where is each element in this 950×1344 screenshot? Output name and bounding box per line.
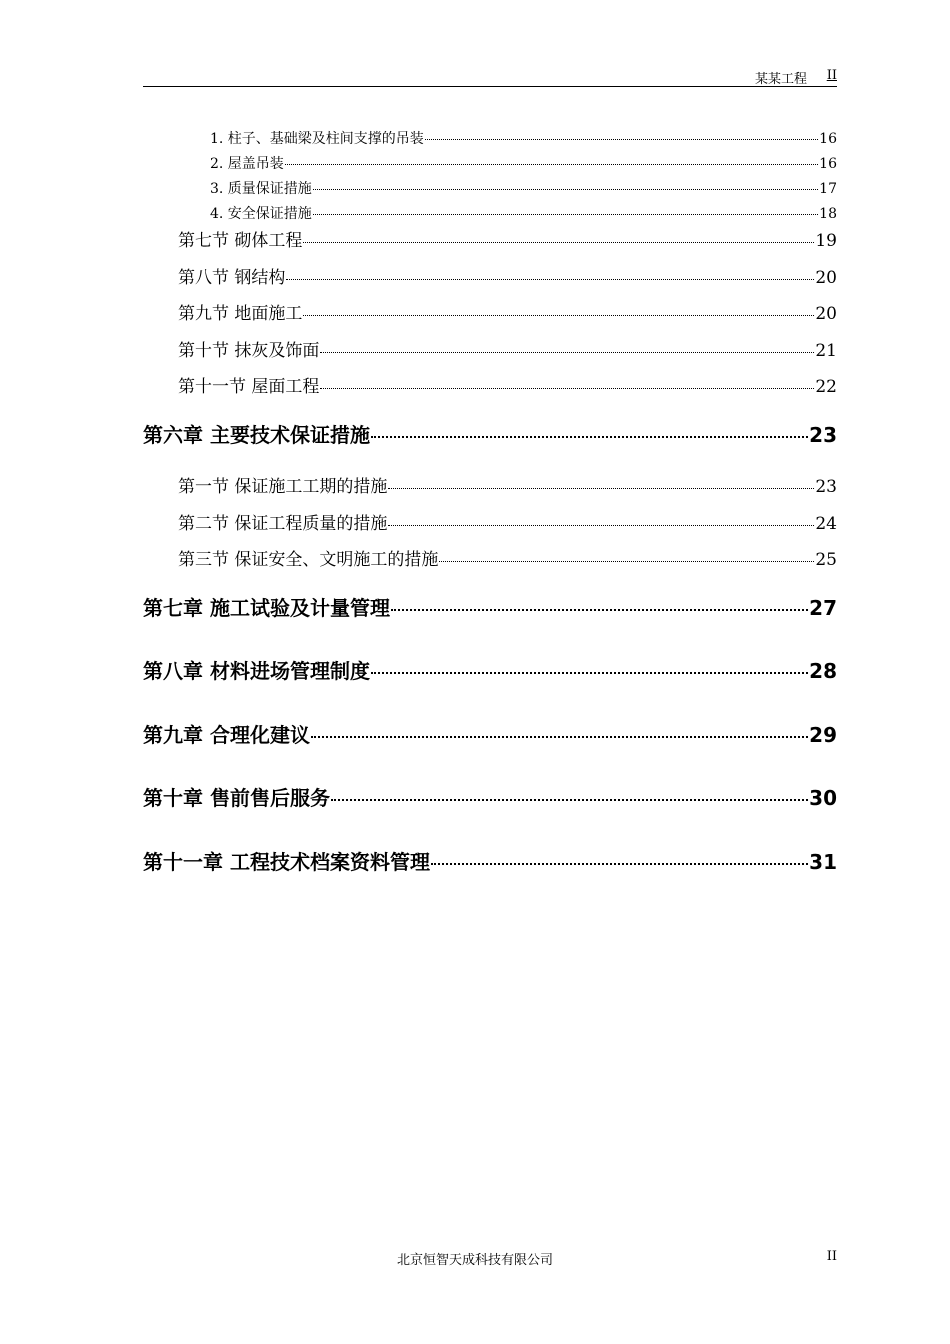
toc-leader-dots: [303, 315, 814, 316]
toc-entry-page: 21: [815, 341, 837, 361]
toc-chapter-entry[interactable]: [143, 719, 837, 748]
toc-entry[interactable]: [178, 336, 837, 361]
toc-leader-dots: [371, 672, 808, 674]
toc-entry-page: 28: [809, 659, 837, 683]
toc-leader-dots: [425, 139, 818, 140]
toc-entry-page: 20: [815, 268, 837, 288]
toc-entry[interactable]: [178, 263, 837, 288]
toc-leader-dots: [371, 436, 808, 438]
toc-leader-dots: [320, 352, 814, 353]
toc-entry[interactable]: [178, 226, 837, 251]
toc-entry-label: 第三节 保证安全、文明施工的措施: [178, 550, 439, 570]
toc-entry-page: 23: [809, 423, 837, 447]
toc-entry-label: 第二节 保证工程质量的措施: [178, 514, 388, 534]
toc-entry-label: 1. 柱子、基础梁及柱间支撑的吊装: [210, 131, 424, 147]
toc-entry-label: 4. 安全保证措施: [210, 206, 312, 222]
toc-leader-dots: [391, 609, 808, 611]
toc-entry-page: 25: [815, 550, 837, 570]
toc-entry-page: 18: [819, 206, 837, 222]
toc-entry-label: 第八节 钢结构: [178, 268, 286, 288]
toc-leader-dots: [286, 279, 814, 280]
toc-entry-label: 2. 屋盖吊装: [210, 156, 284, 172]
toc-leader-dots: [285, 164, 818, 165]
toc-entry-label: 第九节 地面施工: [178, 304, 303, 324]
toc-leader-dots: [331, 799, 808, 801]
toc-entry-page: 23: [815, 477, 837, 497]
toc-entry[interactable]: [178, 299, 837, 324]
toc-entry-label: 第十一章 工程技术档案资料管理: [143, 850, 430, 874]
toc-entry-page: 31: [809, 850, 837, 874]
toc-entry[interactable]: [210, 153, 837, 173]
toc-leader-dots: [320, 388, 814, 389]
toc-entry[interactable]: [210, 128, 837, 148]
toc-entry-page: 20: [815, 304, 837, 324]
toc-entry-page: 17: [819, 181, 837, 197]
toc-entry[interactable]: [210, 203, 837, 223]
toc-chapter-entry[interactable]: [143, 592, 837, 621]
toc-entry-page: 16: [819, 131, 837, 147]
header-title: 某某工程: [754, 72, 807, 87]
toc-leader-dots: [388, 525, 814, 526]
footer-company-name: 北京恒智天成科技有限公司: [396, 1253, 553, 1268]
toc-entry-label: 第九章 合理化建议: [143, 723, 310, 747]
page-header: [143, 66, 837, 87]
toc-leader-dots: [311, 736, 808, 738]
toc-leader-dots: [313, 189, 818, 190]
toc-entry-page: 16: [819, 156, 837, 172]
footer-page-number: II: [826, 1249, 837, 1264]
toc-entry-label: 第七节 砌体工程: [178, 231, 303, 251]
header-page-number: II: [826, 68, 837, 83]
toc-leader-dots: [313, 214, 818, 215]
toc-entry[interactable]: [178, 472, 837, 497]
toc-leader-dots: [431, 863, 808, 865]
toc-entry-page: 22: [815, 377, 837, 397]
toc-entry-page: 30: [809, 786, 837, 810]
toc-entry-label: 第十一节 屋面工程: [178, 377, 320, 397]
toc-entry-page: 27: [809, 596, 837, 620]
toc-leader-dots: [388, 488, 814, 489]
toc-entry-label: 3. 质量保证措施: [210, 181, 312, 197]
toc-chapter-entry[interactable]: [143, 846, 837, 875]
toc-entry-label: 第八章 材料进场管理制度: [143, 659, 370, 683]
toc-entry-page: 19: [815, 231, 837, 251]
toc-chapter-entry[interactable]: [143, 655, 837, 684]
toc-entry[interactable]: [210, 178, 837, 198]
toc-entry-label: 第十节 抹灰及饰面: [178, 341, 320, 361]
toc-entry-label: 第七章 施工试验及计量管理: [143, 596, 390, 620]
toc-entry[interactable]: [178, 509, 837, 534]
toc-entry-label: 第一节 保证施工工期的措施: [178, 477, 388, 497]
toc-entry-page: 24: [815, 514, 837, 534]
toc-chapter-entry[interactable]: [143, 419, 837, 448]
toc-leader-dots: [303, 242, 814, 243]
toc-entry-label: 第十章 售前售后服务: [143, 786, 330, 810]
toc-entry-label: 第六章 主要技术保证措施: [143, 423, 370, 447]
toc-entry[interactable]: [178, 545, 837, 570]
toc-entry-page: 29: [809, 723, 837, 747]
toc-leader-dots: [439, 561, 814, 562]
toc-entry[interactable]: [178, 372, 837, 397]
toc-chapter-entry[interactable]: [143, 782, 837, 811]
